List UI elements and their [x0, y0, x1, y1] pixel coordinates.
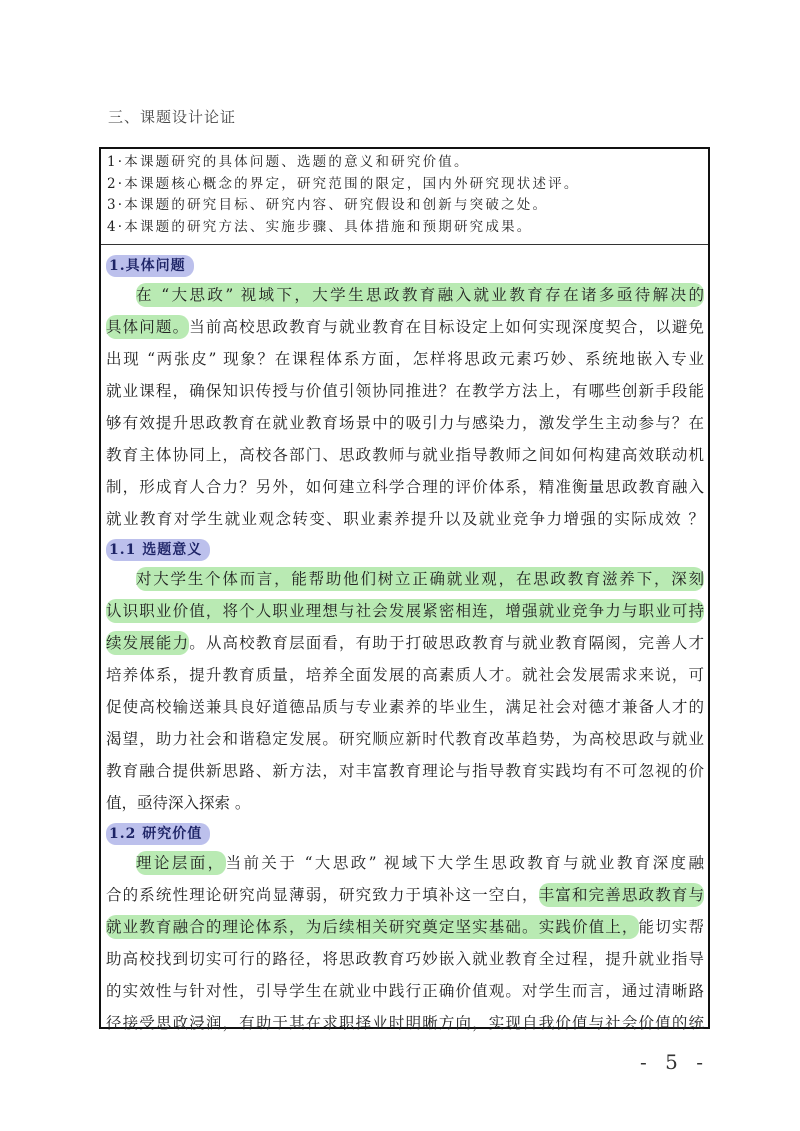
body-text: 值，亟待深入探索 。 [106, 794, 251, 812]
body-text: 制，形成育人合力？另外，如何建立科学合理的评价体系，精准衡量思政教育融入 [106, 478, 704, 496]
paragraph-line [106, 755, 704, 787]
paragraph-line [106, 879, 704, 911]
body-text: 渴望，助力社会和谐稳定发展。研究顺应新时代教育改革趋势，为高校思政与就业 [106, 730, 704, 748]
body-text: 出现 “两张皮” 现象？在课程体系方面，怎样将思政元素巧妙、系统地嵌入专业 [106, 350, 704, 368]
highlighted-text: 对大学生个体而言，能帮助他们树立正确就业观，在思政教育滋养下，深刻 [136, 567, 704, 591]
paragraph-line [106, 847, 704, 879]
highlighted-text: 在 “大思政” 视域下，大学生思政教育融入就业教育存在诸多亟待解决的 [136, 283, 704, 307]
paragraph-line [106, 787, 704, 819]
argument-table [99, 147, 710, 1032]
highlighted-text: 具体问题。 [106, 315, 189, 339]
section-title: 三、课题设计论证 [108, 108, 237, 126]
page-number: - 5 - [640, 1050, 709, 1074]
paragraph-line [106, 311, 704, 343]
section-heading: 1.2 研究价值 [106, 823, 210, 845]
prompt-item: 1·本课题研究的具体问题、选题的意义和研究价值。 [107, 154, 470, 170]
section-heading: 1.1 选题意义 [106, 539, 210, 561]
paragraph-line [106, 471, 704, 503]
section-0 [106, 251, 704, 535]
paragraph-line [106, 723, 704, 755]
paragraph-line [106, 943, 704, 975]
paragraph-line [106, 911, 704, 943]
highlighted-text: 就业教育融合的理论体系，为后续相关研究奠定坚实基础。实践价值上， [106, 915, 639, 939]
body-text: 当前关于 “大思政” 视域下大学生思政教育与就业教育深度融 [225, 854, 704, 872]
body-text: 够有效提升思政教育在就业教育场景中的吸引力与感染力，激发学生主动参与？在 [106, 414, 704, 432]
paragraph-line [106, 503, 704, 535]
body-text: 教育主体协同上，高校各部门、思政教师与就业指导教师之间如何构建高效联动机 [106, 446, 704, 464]
paragraph-line [106, 659, 704, 691]
paragraph-line [106, 563, 704, 595]
highlighted-text: 丰富和完善思政教育与 [539, 883, 704, 907]
paragraph-line [106, 627, 704, 659]
paragraph-line [106, 439, 704, 471]
prompt-list [101, 149, 708, 245]
body-text: 合的系统性理论研究尚显薄弱，研究致力于填补这一空白， [106, 886, 539, 904]
paragraph-line [106, 691, 704, 723]
body-text: 就业教育对学生就业观念转变、职业素养提升以及就业竞争力增强的实际成效 ？ [106, 510, 704, 528]
prompt-item: 2·本课题核心概念的界定，研究范围的限定，国内外研究现状述评。 [107, 175, 580, 192]
highlighted-text: 理论层面， [136, 851, 226, 875]
body-text: 径接受思政浸润，有助于其在求职择业时明晰方向，实现自我价值与社会价值的统 [106, 1014, 704, 1032]
paragraph-line [106, 975, 704, 1007]
body-text: 能切实帮 [638, 918, 704, 936]
paragraph-line [106, 595, 704, 627]
body-text: 当前高校思政教育与就业教育在目标设定上如何实现深度契合，以避免 [189, 318, 704, 336]
prompt-item: 3·本课题的研究目标、研究内容、研究假设和创新与突破之处。 [107, 197, 549, 213]
body-text: 。从高校教育层面看，有助于打破思政教育与就业教育隔阂，完善人才 [189, 634, 704, 652]
paragraph-line [106, 343, 704, 375]
highlighted-text: 认识职业价值，将个人职业理想与社会发展紧密相连，增强就业竞争力与职业可持 [106, 599, 704, 623]
argument-body [101, 245, 708, 1039]
paragraph-line [106, 407, 704, 439]
body-text: 教育融合提供新思路、新方法，对丰富教育理论与指导教育实践均有不可忽视的价 [106, 762, 704, 780]
section-heading: 1.具体问题 [106, 255, 194, 277]
body-text: 助高校找到切实可行的路径，将思政教育巧妙嵌入就业教育全过程，提升就业指导 [106, 950, 704, 968]
body-text: 促使高校输送兼具良好道德品质与专业素养的毕业生，满足社会对德才兼备人才的 [106, 698, 704, 716]
prompt-item: 4·本课题的研究方法、实施步骤、具体措施和预期研究成果。 [107, 218, 533, 235]
body-text: 的实效性与针对性，引导学生在就业中践行正确价值观。对学生而言，通过清晰路 [106, 982, 704, 1000]
section-1 [106, 535, 704, 819]
body-text: 培养体系，提升教育质量，培养全面发展的高素质人才。就社会发展需求来说，可 [106, 666, 704, 684]
highlighted-text: 续发展能力 [106, 631, 189, 655]
paragraph-line [106, 1007, 704, 1039]
section-2 [106, 819, 704, 1039]
body-text: 就业课程，确保知识传授与价值引领协同推进？在教学方法上，有哪些创新手段能 [106, 382, 704, 400]
paragraph-line [106, 375, 704, 407]
paragraph-line [106, 279, 704, 311]
